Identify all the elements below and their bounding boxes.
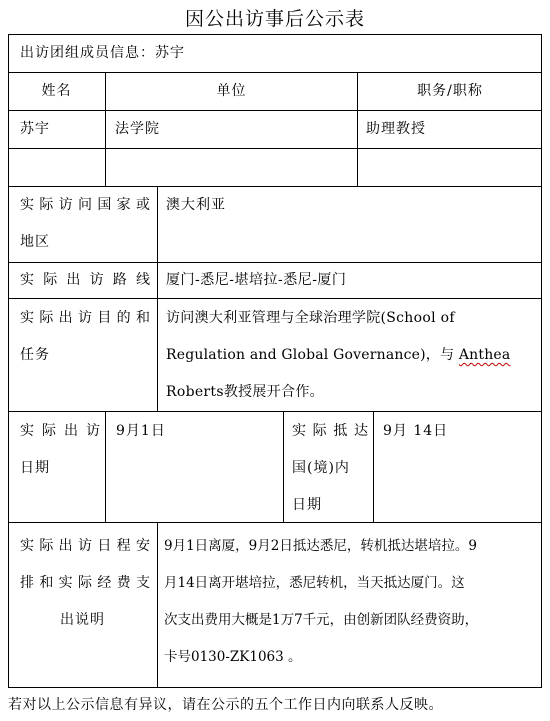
col-divider: [157, 522, 158, 688]
row-divider: [8, 110, 542, 111]
member-title: 助理教授: [366, 121, 426, 137]
schedule-label-line1: 实际出访日程安: [20, 538, 150, 554]
col-divider: [157, 186, 158, 411]
page-title: 因公出访事后公示表: [184, 8, 365, 30]
member-unit: 法学院: [115, 121, 160, 137]
depart-label-line1: 实际出访: [20, 423, 100, 439]
members-header-title: 职务/职称: [417, 83, 483, 99]
route-value: 厦门-悉尼-堪培拉-悉尼-厦门: [166, 272, 347, 288]
member-name: 苏宇: [20, 121, 50, 137]
members-header-name: 姓名: [41, 83, 72, 99]
schedule-line4: 卡号0130-ZK1063 。: [164, 649, 302, 665]
row-divider: [8, 522, 542, 523]
purpose-line3: Roberts教授展开合作。: [166, 384, 324, 400]
depart-value: 9月1日: [116, 423, 166, 439]
country-label-line1: 实际访问国家或: [20, 197, 150, 213]
schedule-label-line2: 排和实际经费支: [20, 575, 150, 591]
purpose-line1: 访问澳大利亚管理与全球治理学院(School of: [166, 310, 455, 326]
arrive-label-line1: 实际抵达: [292, 423, 368, 439]
purpose-line2-text: Regulation and Global Governance)，与: [166, 347, 459, 363]
members-header-unit: 单位: [216, 83, 247, 99]
schedule-line2: 月14日离开堪培拉，悉尼转机，当天抵达厦门。这: [164, 575, 465, 591]
country-value: 澳大利亚: [166, 197, 226, 213]
col-divider: [283, 411, 284, 522]
arrive-label-line2: 国(境)内: [292, 460, 350, 476]
spellcheck-flagged-word: Anthea: [458, 347, 511, 363]
delegation-info: [20, 35, 185, 72]
delegation-value: 苏宇: [155, 45, 185, 61]
col-divider: [105, 411, 106, 522]
schedule-line1: 9月1日离厦，9月2日抵达悉尼，转机抵达堪培拉。9: [164, 538, 477, 554]
purpose-line2: [166, 337, 536, 374]
row-divider: [8, 148, 542, 149]
purpose-label-line2: 任务: [20, 347, 50, 363]
objection-notice: 若对以上公示信息有异议，请在公示的五个工作日内向联系人反映。: [8, 697, 443, 713]
country-label-line2: 地区: [20, 234, 50, 250]
schedule-line3: 次支出费用大概是1万7千元，由创新团队经费资助，: [164, 612, 479, 628]
depart-label-line2: 日期: [20, 460, 50, 476]
row-divider: [8, 411, 542, 412]
schedule-label-line3: 出说明: [60, 612, 105, 628]
arrive-value: 9月 14日: [383, 423, 449, 439]
col-divider: [373, 411, 374, 522]
purpose-label-line1: 实际出访目的和: [20, 310, 150, 326]
route-label: 实际出访路线: [20, 272, 150, 288]
arrive-label-line3: 日期: [292, 497, 322, 513]
delegation-label: 出访团组成员信息：: [20, 45, 155, 61]
